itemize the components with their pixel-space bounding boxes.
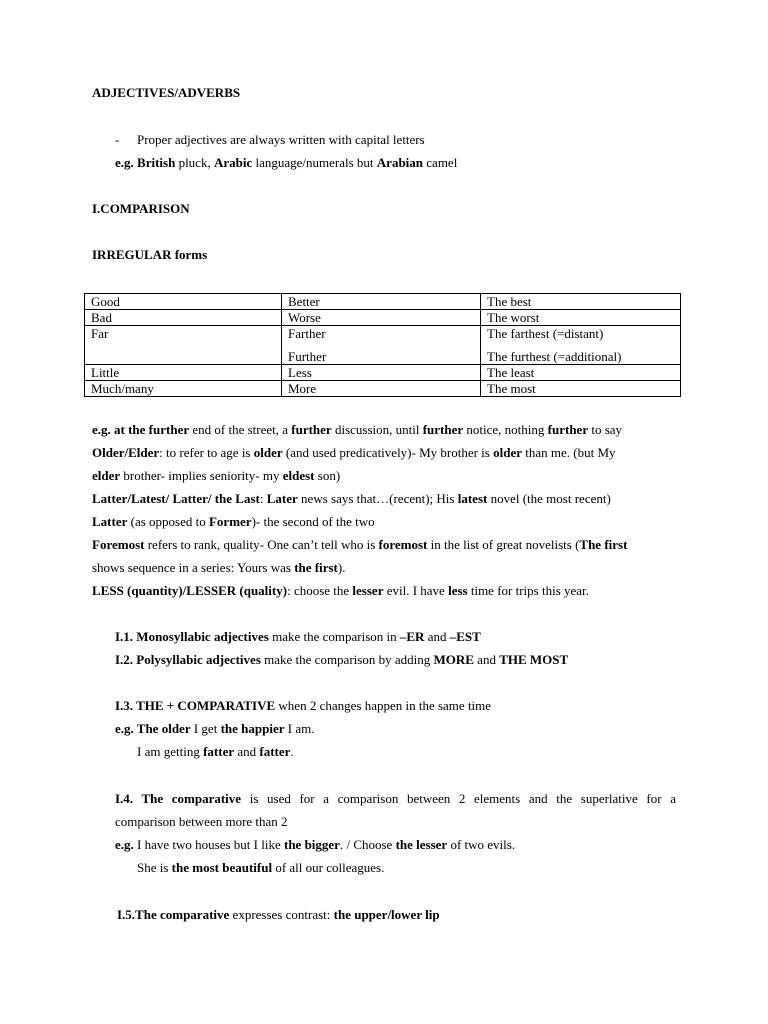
- rule-monosyllabic: I.1. Monosyllabic adjectives make the comparison in –ER and –EST: [115, 629, 481, 644]
- table-cell: Farther Further: [282, 326, 481, 365]
- table-cell: Better: [282, 294, 481, 310]
- example-proper-adjectives: e.g. British pluck, Arabic language/numerals but Arabian camel: [115, 155, 458, 170]
- table-cell: Far: [85, 326, 282, 365]
- bullet-item: [115, 132, 425, 148]
- irregular-forms-heading: IRREGULAR forms: [92, 247, 208, 262]
- rule-comparative-superlative: I.4. The comparative is used for a comparison between 2 elements and the superlative for a: [115, 791, 676, 806]
- table-cell: The most: [481, 381, 681, 397]
- rule-comparative-superlative-cont: comparison between more than 2: [115, 814, 288, 829]
- table-cell: The best: [481, 294, 681, 310]
- rule-comparative-example-2: She is the most beautiful of all our colleagues.: [137, 860, 385, 875]
- paragraph-foremost: Foremost refers to rank, quality- One can’t tell who is foremost in the list of great novelists (The first: [92, 537, 628, 552]
- rule-comparative-example: e.g. I have two houses but I like the bigger. / Choose the lesser of two evils.: [115, 837, 516, 852]
- paragraph-older-elder-cont: elder brother- implies seniority- my eldest son): [92, 468, 341, 483]
- table-cell: Little: [85, 365, 282, 381]
- bullet-text: Proper adjectives are always written with capital letters: [137, 132, 425, 147]
- paragraph-less-lesser: LESS (quantity)/LESSER (quality): choose the lesser evil. I have less time for trips this year.: [92, 583, 589, 598]
- irregular-forms-table: [84, 293, 681, 397]
- table-cell: The least: [481, 365, 681, 381]
- table-cell: Much/many: [85, 381, 282, 397]
- paragraph-latter-former: Latter (as opposed to Former)- the second of the two: [92, 514, 375, 529]
- table-cell: The worst: [481, 310, 681, 326]
- table-row: [85, 310, 681, 326]
- table-row: [85, 365, 681, 381]
- paragraph-foremost-cont: shows sequence in a series: Yours was the first).: [92, 560, 346, 575]
- section-heading-comparison: I.COMPARISON: [92, 201, 190, 216]
- table-row: [85, 326, 681, 365]
- page-title: ADJECTIVES/ADVERBS: [92, 85, 241, 100]
- table-cell: More: [282, 381, 481, 397]
- table-row: [85, 381, 681, 397]
- table-cell: Good: [85, 294, 282, 310]
- rule-the-comparative-example-2: I am getting fatter and fatter.: [137, 744, 294, 759]
- paragraph-latter-latest: Latter/Latest/ Latter/ the Last: Later news says that…(recent); His latest novel (the most recent): [92, 491, 611, 506]
- rule-polysyllabic: I.2. Polysyllabic adjectives make the comparison by adding MORE and THE MOST: [115, 652, 569, 667]
- rule-the-comparative: I.3. THE + COMPARATIVE when 2 changes happen in the same time: [115, 698, 492, 713]
- table-cell: Bad: [85, 310, 282, 326]
- paragraph-further: e.g. at the further end of the street, a further discussion, until further notice, nothing further to say: [92, 422, 623, 437]
- paragraph-older-elder: Older/Elder: to refer to age is older (and used predicatively)- My brother is older than me. (but My: [92, 445, 616, 460]
- bullet-dash: -: [115, 132, 120, 147]
- table-cell: The farthest (=distant) The furthest (=additional): [481, 326, 681, 365]
- table-row: [85, 294, 681, 310]
- rule-contrast: I.5.The comparative expresses contrast: the upper/lower lip: [117, 907, 440, 922]
- table-cell: Worse: [282, 310, 481, 326]
- table-cell: Less: [282, 365, 481, 381]
- rule-the-comparative-example: e.g. The older I get the happier I am.: [115, 721, 315, 736]
